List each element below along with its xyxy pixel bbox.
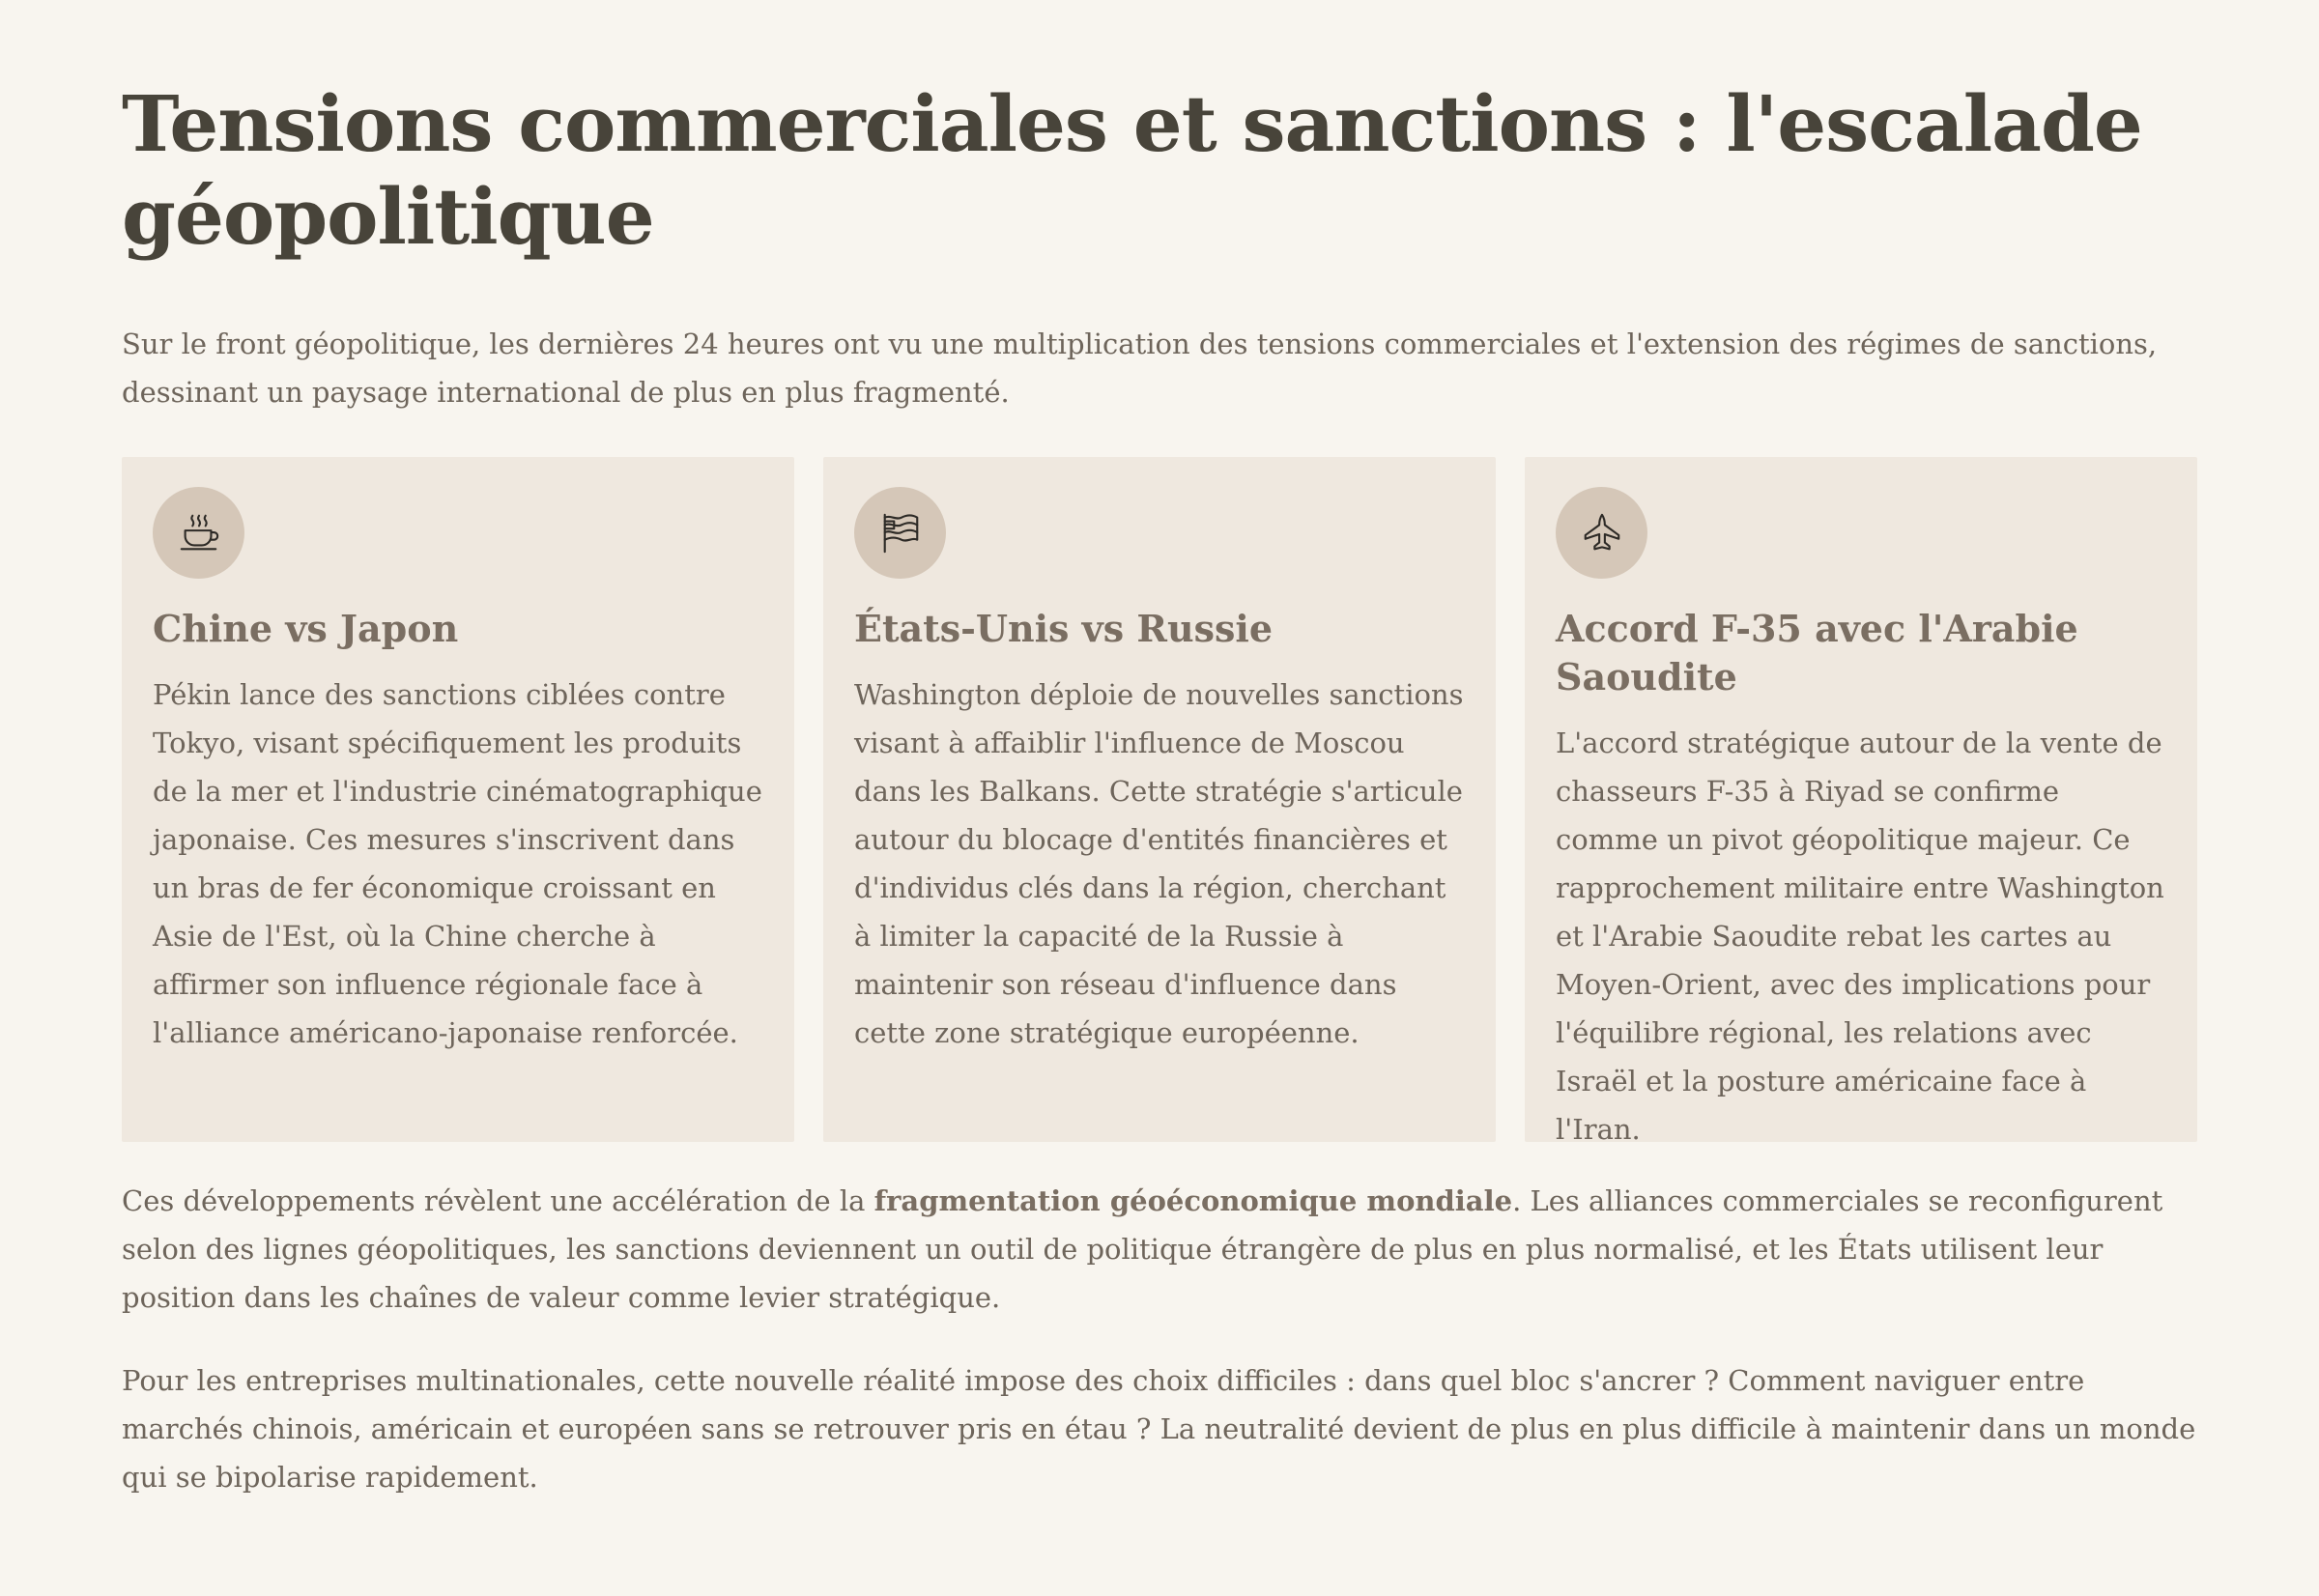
card-title: États-Unis vs Russie: [854, 607, 1273, 650]
card-title: Chine vs Japon: [153, 607, 459, 650]
analysis-paragraph: [122, 1177, 2199, 1322]
article-intro: Sur le front géopolitique, les dernières 24 heures ont vu une multiplication des tensions commerciales et l'extension des régimes de sanctions, dessinant un paysage international de plus en plus fragmenté.: [122, 328, 2158, 409]
coffee-cup-icon: [153, 487, 244, 579]
article-title: Tensions commerciales et sanctions : l'escalade géopolitique: [122, 78, 2142, 262]
card-f35-saudi: [1525, 457, 2197, 1146]
analysis-text-start: Ces développements révèlent une accélération de la: [122, 1184, 874, 1217]
flag-icon: [854, 487, 946, 579]
card-china-japan: [122, 457, 794, 1142]
card-text: Washington déploie de nouvelles sanctions visant à affaiblir l'influence de Moscou dans les Balkans. Cette stratégie s'articule autour du blocage d'entités financières et d'individus clés dans la région, cherchant à limiter la capacité de la Russie à maintenir son réseau d'influence dans cette zone stratégique européenne.: [854, 678, 1464, 1049]
conclusion-paragraph: Pour les entreprises multinationales, cette nouvelle réalité impose des choix difficiles : dans quel bloc s'ancrer ? Comment naviguer entre marchés chinois, américain et européen sans se retrouver pris en étau ? La neutralité devient de plus en plus difficile à maintenir dans un monde qui se bipolarise rapidement.: [122, 1364, 2196, 1494]
fighter-jet-icon: [1556, 487, 1647, 579]
analysis-text-end: . Les alliances commerciales se reconfigurent selon des lignes géopolitiques, les sanctions deviennent un outil de politique étrangère de plus en plus normalisé, et les États utilisent leur position dans les chaînes de valeur comme levier stratégique.: [122, 1184, 2163, 1314]
card-text: L'accord stratégique autour de la vente de chasseurs F-35 à Riyad se confirme comme un pivot géopolitique majeur. Ce rapprochement militaire entre Washington et l'Arabie Saoudite rebat les cartes au Moyen-Orient, avec des implications pour l'équilibre régional, les relations avec Israël et la posture américaine face à l'Iran.: [1556, 727, 2164, 1146]
analysis-highlight: fragmentation géoéconomique mondiale: [873, 1184, 1513, 1217]
card-grid: [122, 457, 2199, 1146]
card-text: Pékin lance des sanctions ciblées contre Tokyo, visant spécifiquement les produits de la mer et l'industrie cinématographique japonaise. Ces mesures s'inscrivent dans un bras de fer économique croissant en Asie de l'Est, où la Chine cherche à affirmer son influence régionale face à l'alliance américano-japonaise renforcée.: [153, 678, 762, 1049]
article: [122, 77, 2199, 1501]
card-title: Accord F-35 avec l'Arabie Saoudite: [1556, 607, 2078, 698]
card-us-russia: [823, 457, 1496, 1142]
